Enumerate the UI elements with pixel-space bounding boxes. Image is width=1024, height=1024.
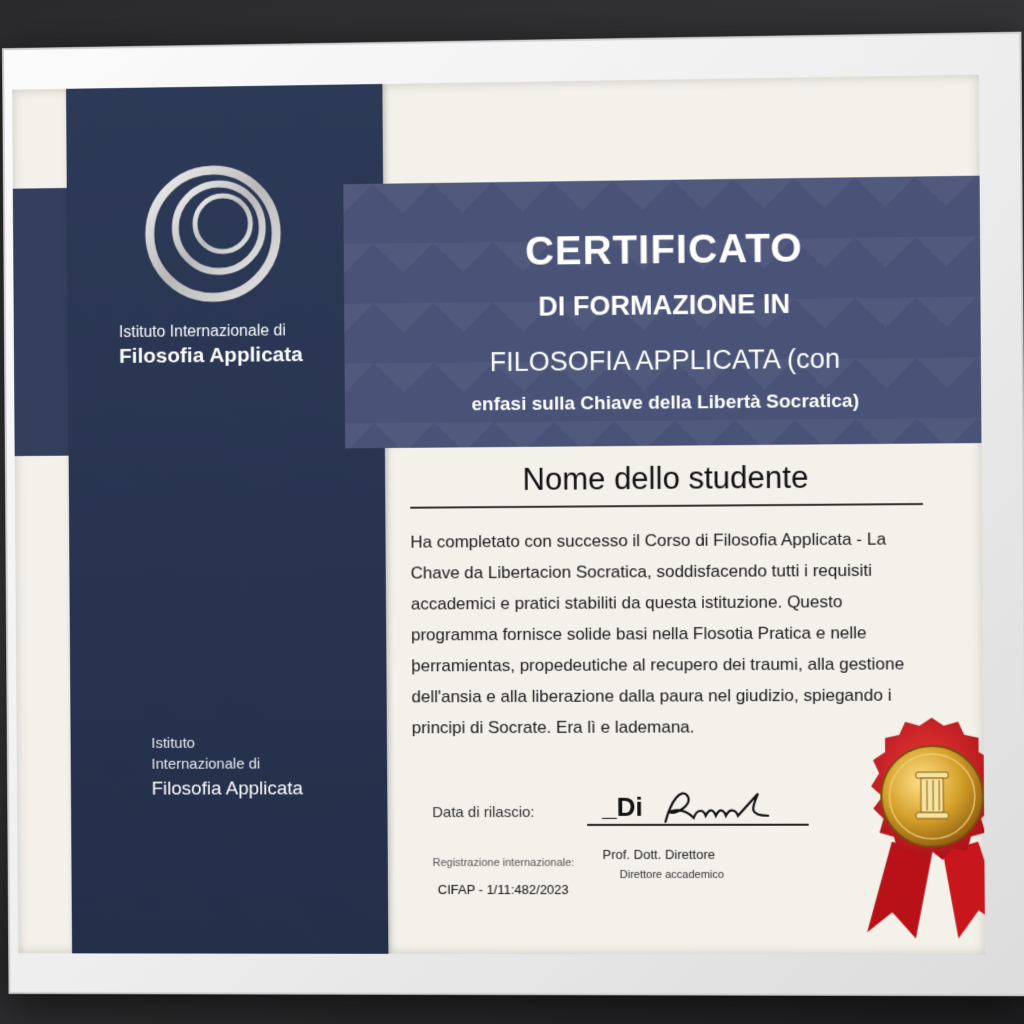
student-name: Nome dello studente [410,459,923,509]
institute-line-1: Istituto Internazionale di [118,322,286,342]
footer-line-2: Internazionale di [151,755,261,773]
certificate-title: CERTIFICATO [524,226,803,274]
di-mark: _Di [602,791,643,822]
certificate-body-text: Ha completato con successo il Corso di Filosofia Applicata - La Chave da Libertacion Socratica, soddisfacendo tutti i requisiti accademici e pratici stabiliti da questa istituzione. Questo programma fornisce solide basi nella Flosotia Pratica e nelle þerramientas, propedeutiche al recupero dei traumi, alla gestione dell'ansia e alla liberazione dalla paura nel giudizio, spiegando i principi di Socrate. Era lì e lademana. [410,529,905,738]
sidebar-institute-name [119,320,357,368]
signature-row [422,791,824,852]
certificate-frame [2,32,1024,997]
signature-line [587,824,808,826]
signer-title: Prof. Dott. Direttore [602,846,716,862]
sidebar-footer-institute [151,732,379,799]
concentric-rings-logo-icon [143,163,282,304]
title-line-2: DI FORMAZIONE IN [538,288,791,322]
title-line-3: FILOSOFIA APPLICATA (con [489,343,841,378]
registration-code: CIFAP - 1/11:482/2023 [437,882,569,898]
certificate-paper [12,75,985,955]
title-banner [343,176,985,449]
gold-seal-icon [845,700,985,942]
footer-line-3: Filosofia Applicata [151,778,304,800]
sidebar [66,84,388,954]
left-accent-band [13,188,74,456]
issue-date-label: Data di rilascio: [432,803,535,822]
registration-label: Registrazione internazionale: [432,856,575,870]
title-line-4: enfasi sulla Chiave della Libertà Socratica) [471,390,860,416]
footer-line-1: Istituto [151,734,195,752]
signer-role: Direttore accademico [619,868,725,882]
institute-line-2: Filosofia Applicata [119,343,303,368]
